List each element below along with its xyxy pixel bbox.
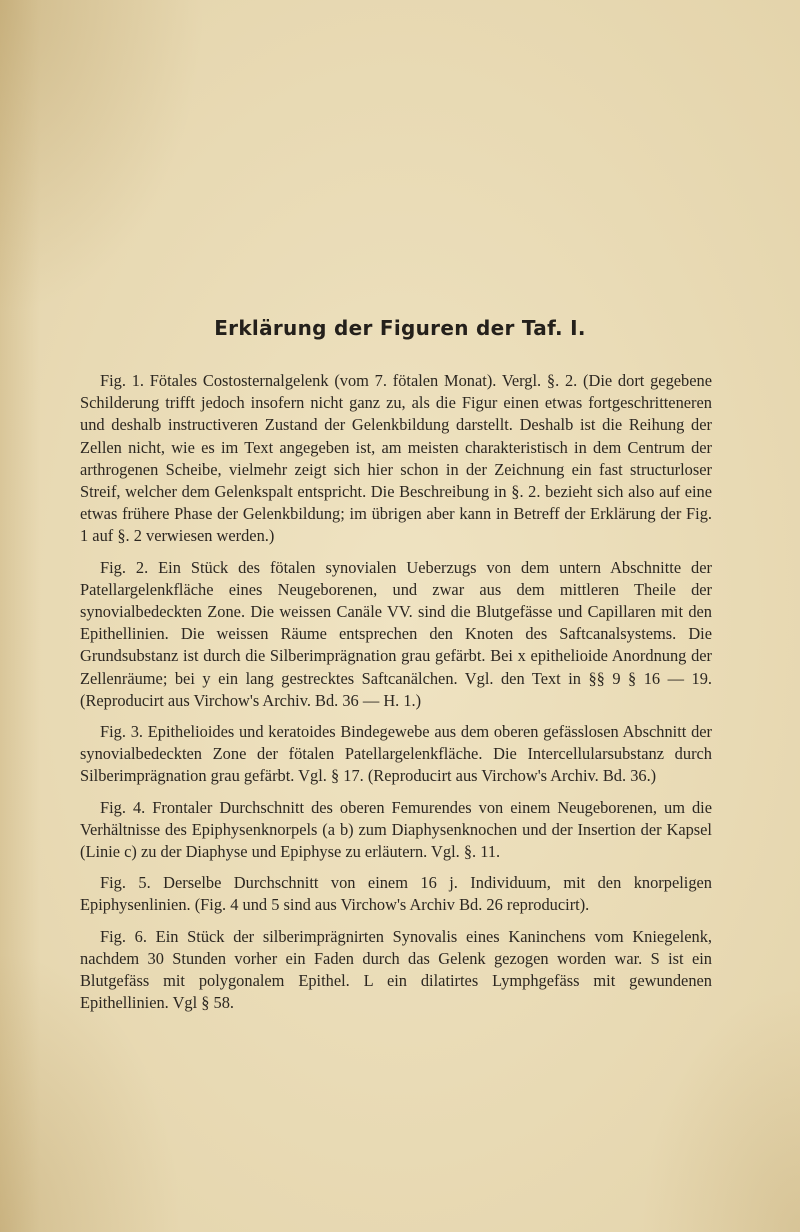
paragraph-fig-6: Fig. 6. Ein Stück der silberimprägnirten Synovalis eines Kaninchens vom Kniegelenk, nachdem 30 Stunden vorher ein Faden durch das Gelenk gezogen worden war. S ist ein Blutgefäss mit polygonalem Epithel. L ein dilatirtes Lymphgefäss mit gewundenen Epithellinien. Vgl § 58. xyxy=(80,926,712,1013)
paragraph-fig-3: Fig. 3. Epithelioides und keratoides Bindegewebe aus dem oberen gefässlosen Abschnitt der synovialbedeckten Zone der fötalen Patellargelenkfläche. Die Intercellularsubstanz durch Silberimprägnation grau gefärbt. Vgl. § 17. (Reproducirt aus Virchow's Archiv. Bd. 36.) xyxy=(80,722,712,786)
page-title: Erklärung der Figuren der Taf. I. xyxy=(214,316,586,340)
paragraph-fig-1: Fig. 1. Fötales Costosternalgelenk (vom 7. fötalen Monat). Vergl. §. 2. (Die dort gegebene Schilderung trifft jedoch insofern nicht ganz zu, als die Figur einen etwas fortgeschritteneren und deshalb instructiveren Zustand der Gelenkbildung darstellt. Deshalb ist die Reihung der Zellen nicht, wie es im Text angegeben ist, am meisten charakteristisch in dem Centrum der arthrogenen Scheibe, vielmehr zeigt sich hier schon in der Zeichnung ein fast structurloser Streif, welcher dem Gelenkspalt entspricht. Die Beschreibung in §. 2. bezieht sich also auf eine etwas frühere Phase der Gelenkbildung; im übrigen aber kann in Betreff der Erklärung der Fig. 1 auf §. 2 verwiesen werden.) xyxy=(80,371,712,546)
figure-explanations xyxy=(80,370,712,1023)
paragraph-fig-4: Fig. 4. Frontaler Durchschnitt des oberen Femurendes von einem Neugeborenen, um die Verhältnisse des Epiphysenknorpels (a b) zum Diaphysenknochen und der Insertion der Kapsel (Linie c) zu der Diaphyse und Epiphyse zu erläutern. Vgl. §. 11. xyxy=(80,797,712,862)
paragraph-fig-5: Fig. 5. Derselbe Durchschnitt von einem 16 j. Individuum, mit den knorpeligen Epiphysenlinien. (Fig. 4 und 5 sind aus Virchow's Archiv Bd. 26 reproducirt). xyxy=(80,873,712,915)
paragraph-fig-2: Fig. 2. Ein Stück des fötalen synovialen Ueberzugs von dem untern Abschnitte der Patellargelenkfläche eines Neugeborenen, und zwar aus dem mittleren Theile der synovialbedeckten Zone. Die weissen Canäle VV. sind die Blutgefässe und Capillaren mit den Epithellinien. Die weissen Räume entsprechen den Knoten des Saftcanalsystems. Die Grundsubstanz ist durch die Silberimprägnation grau gefärbt. Bei x epithelioide Anordnung der Zellenräume; bei y ein lang gestrecktes Saftcanälchen. Vgl. den Text in §§ 9 § 16 — 19. (Reproducirt aus Virchow's Archiv. Bd. 36 — H. 1.) xyxy=(80,557,712,710)
